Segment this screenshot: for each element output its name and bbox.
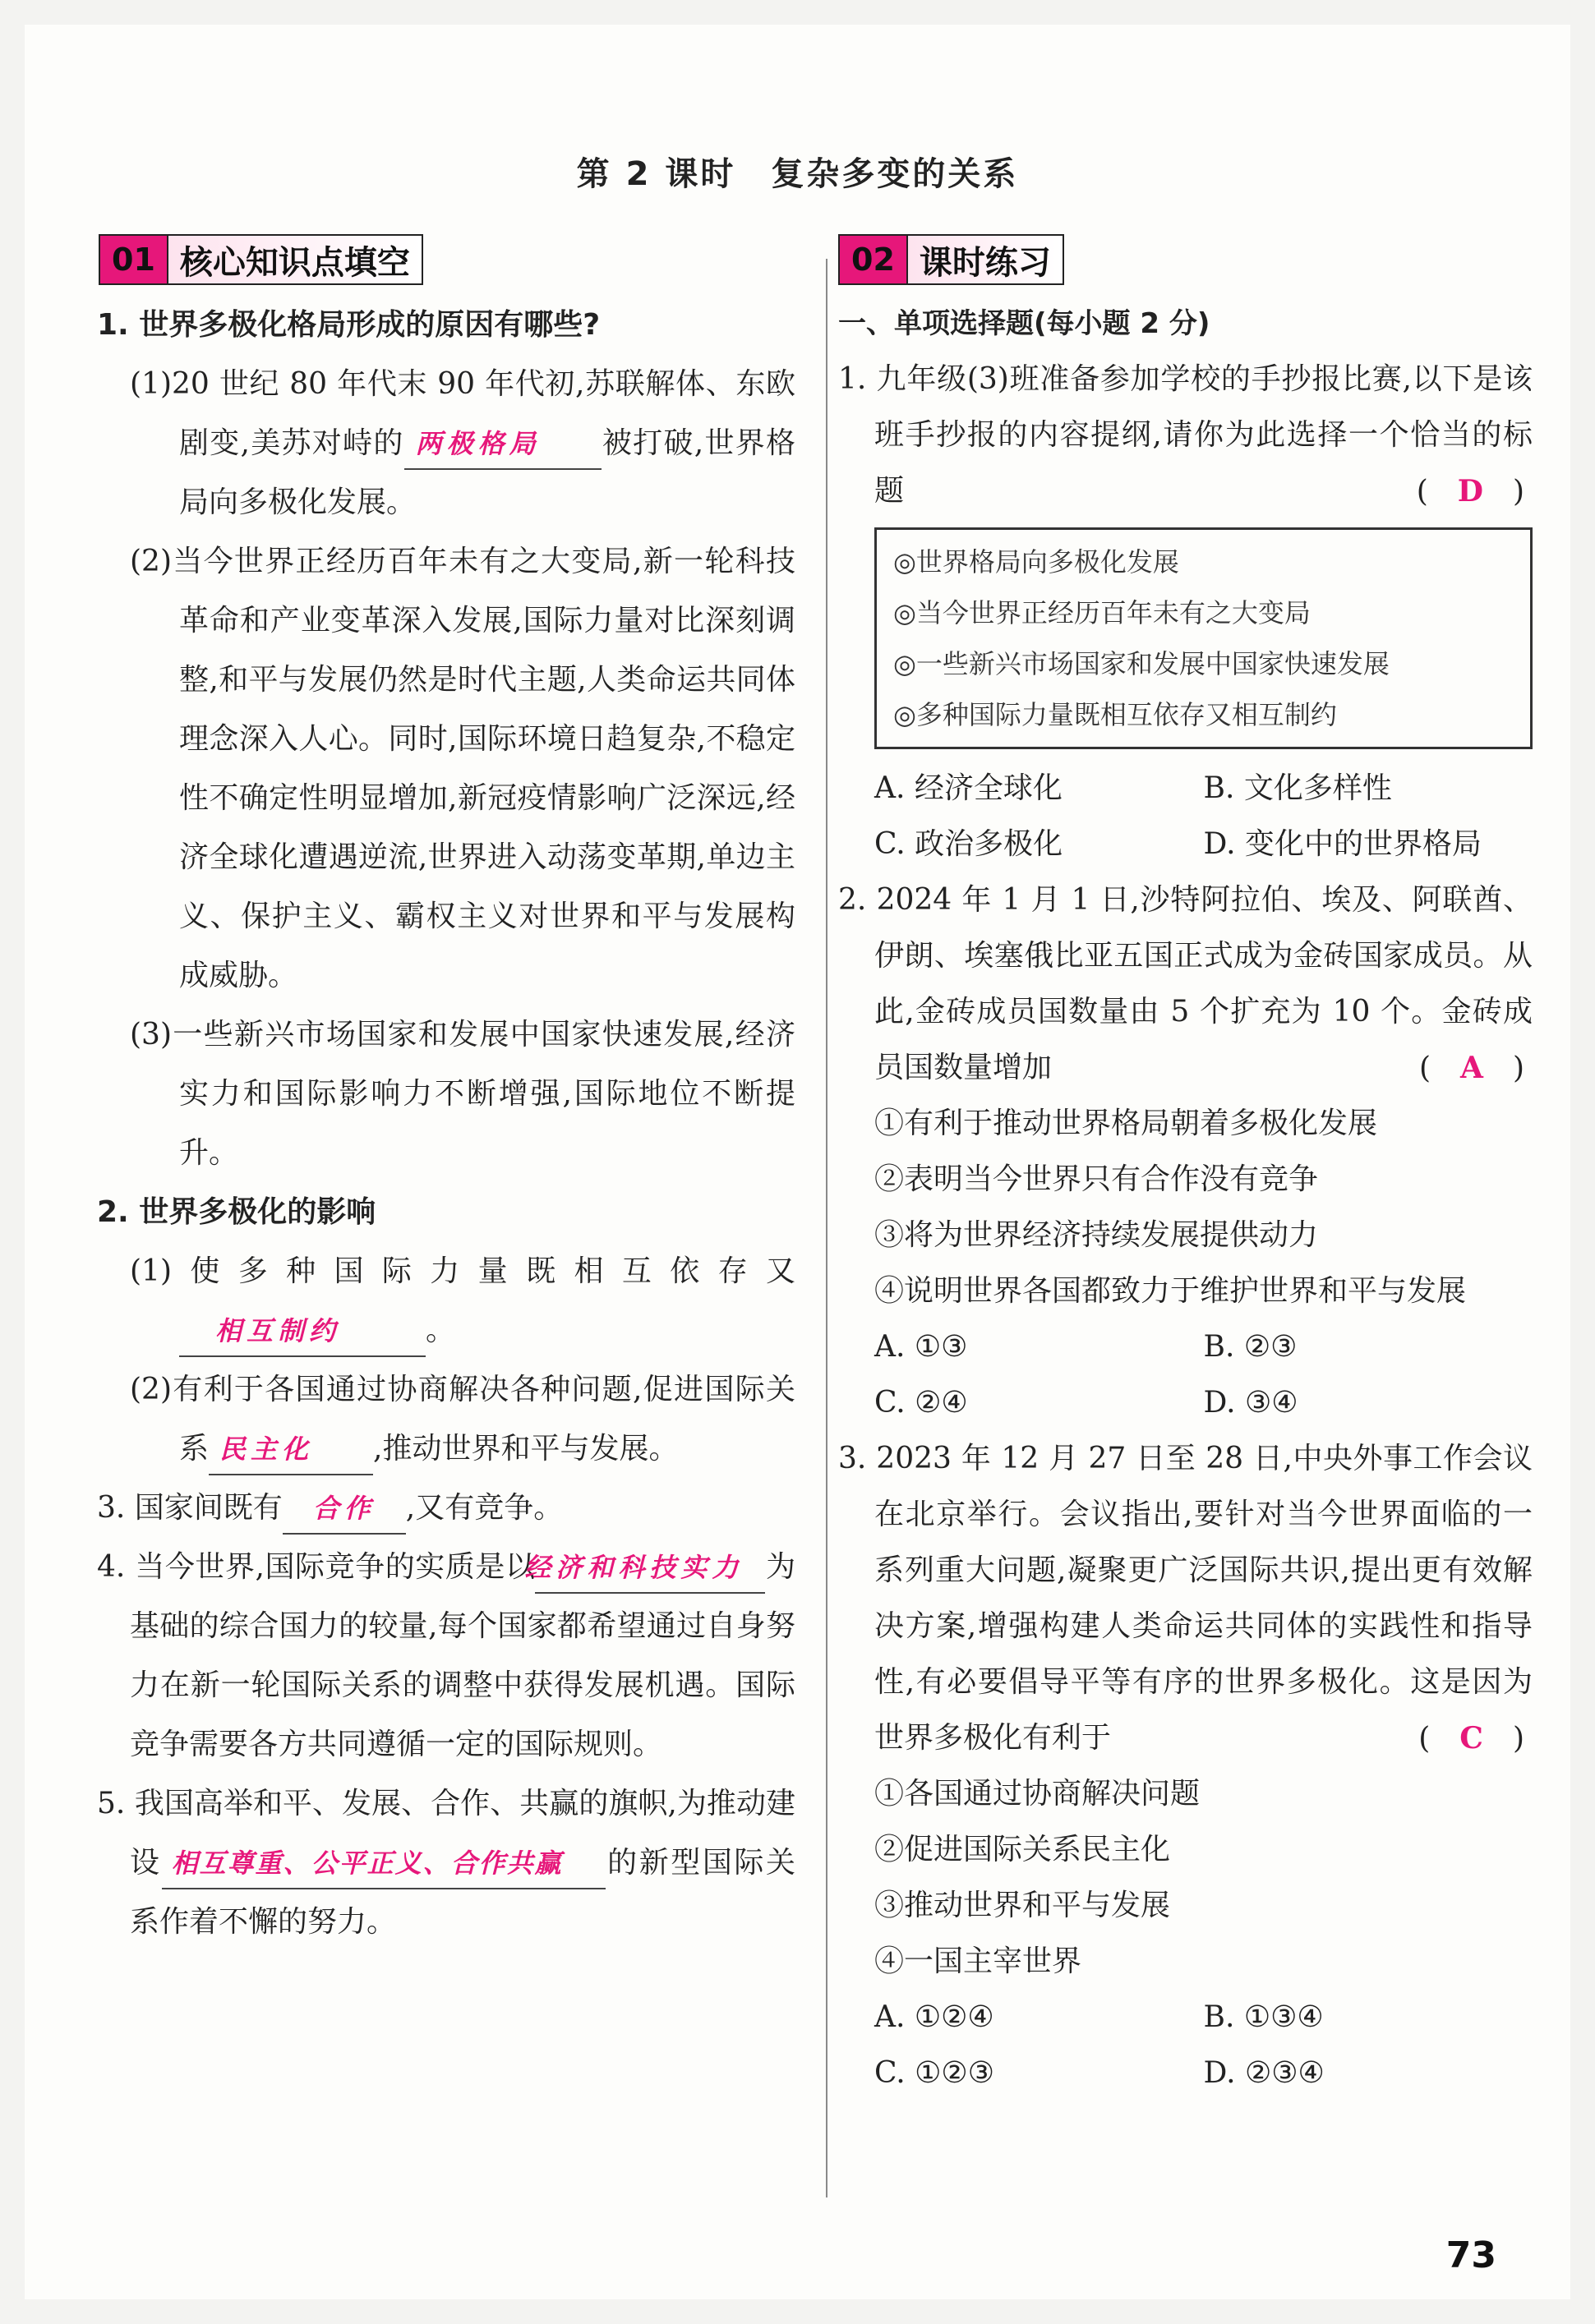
text: (2)有利于各国通过协商解决各种问题,促进国际关系 [130, 1373, 795, 1466]
choice-list [838, 1319, 1533, 1431]
statement-item: ③将为世界经济持续发展提供动力 [874, 1218, 1319, 1252]
answer-parens: ( C ) [1418, 1721, 1524, 1756]
choice-d[interactable]: D. 变化中的世界格局 [1203, 827, 1482, 861]
answer-parens: ( D ) [1416, 474, 1524, 509]
outline-item: ◎多种国际力量既相互依存又相互制约 [893, 699, 1337, 730]
answer-mark: D [1457, 474, 1483, 509]
statement-item: ②促进国际关系民主化 [874, 1833, 1171, 1866]
section-number: 01 [99, 234, 168, 285]
practice-question-2 [838, 872, 1533, 1431]
question-1-heading: 1. 世界多极化格局形成的原因有哪些? [97, 308, 601, 342]
section-header-practice [838, 234, 1064, 285]
text: 5. 我国高举和平、发展、合作、共赢的旗帜,为推动建设 [97, 1787, 795, 1880]
choice-b[interactable]: B. ②③ [1203, 1330, 1298, 1364]
section-header-core-knowledge [99, 234, 423, 285]
statement-item: ④一国主宰世界 [874, 1944, 1082, 1978]
text: 4. 当今世界,国际竞争的实质是以 [97, 1550, 536, 1584]
right-column [838, 296, 1533, 2101]
question-stem [838, 1431, 1533, 1766]
outline-item: ◎当今世界正经历百年未有之大变局 [893, 597, 1311, 628]
practice-question-3 [838, 1431, 1533, 2101]
question-4 [97, 1538, 795, 1774]
statement-item: ①各国通过协商解决问题 [874, 1777, 1201, 1811]
choice-a[interactable]: A. ①②④ [874, 2000, 994, 2034]
practice-question-1 [838, 352, 1533, 872]
question-2-part-1 [97, 1242, 795, 1360]
stem-text: 1. 九年级(3)班准备参加学校的手抄报比赛,以下是该班手抄报的内容提纲,请你为此选择一个恰当的标题 [838, 362, 1533, 508]
answer-parens: ( A ) [1418, 1051, 1524, 1085]
question-2-part-2 [97, 1360, 795, 1479]
answer-blank[interactable]: 经济和科技实力 [535, 1543, 765, 1594]
statement-item: ①有利于推动世界格局朝着多极化发展 [874, 1107, 1378, 1140]
choice-c[interactable]: C. ①②③ [874, 2056, 994, 2090]
question-1-part-2: (2)当今世界正经历百年未有之大变局,新一轮科技革命和产业变革深入发展,国际力量对比深刻调整,和平与发展仍然是时代主题,人类命运共同体理念深入人心。同时,国际环境日趋复杂,不稳定性不确定性明显增加,新冠疫情影响广泛深远,经济全球化遭遇逆流,世界进入动荡变革期,单边主义、保护主义、霸权主义对世界和平与发展构成威胁。 [130, 545, 795, 992]
question-stem [838, 352, 1533, 519]
statement-item: ③推动世界和平与发展 [874, 1889, 1171, 1922]
outline-box [874, 527, 1533, 749]
question-3 [97, 1479, 795, 1538]
text: ,又有竞争。 [405, 1491, 564, 1525]
part-heading: 一、单项选择题(每小题 2 分) [838, 307, 1210, 340]
choice-list [838, 1990, 1533, 2101]
worksheet-page [25, 25, 1570, 2299]
answer-mark: A [1460, 1051, 1483, 1085]
text: 的新型国际关系作着不懈的努力。 [130, 1846, 795, 1939]
question-1-part-1 [97, 355, 795, 532]
section-label: 课时练习 [908, 234, 1064, 285]
choice-b[interactable]: B. 文化多样性 [1203, 771, 1392, 805]
page-title: 第 2 课时 复杂多变的关系 [576, 155, 1019, 193]
text: 3. 国家间既有 [97, 1491, 283, 1525]
page-number: 73 [1445, 2234, 1496, 2276]
question-5 [97, 1774, 795, 1952]
section-number: 02 [838, 234, 908, 285]
stem-text: 2. 2024 年 1 月 1 日,沙特阿拉伯、埃及、阿联酋、伊朗、埃塞俄比亚五国正式成为金砖国家成员。从此,金砖成员国数量由 5 个扩充为 10 个。金砖成员国数量增加 [838, 883, 1533, 1084]
choice-d[interactable]: D. ②③④ [1203, 2056, 1325, 2090]
question-1-part-3: (3)一些新兴市场国家和发展中国家快速发展,经济实力和国际影响力不断增强,国际地位不断提升。 [130, 1018, 795, 1170]
statement-list [838, 1096, 1533, 1319]
text: ,推动世界和平与发展。 [373, 1432, 679, 1466]
outline-item: ◎世界格局向多极化发展 [893, 546, 1179, 578]
choice-a[interactable]: A. ①③ [874, 1330, 968, 1364]
text: (1)使多种国际力量既相互依存又 [130, 1254, 795, 1288]
answer-blank[interactable]: 两极格局 [404, 419, 602, 470]
statement-list [838, 1766, 1533, 1990]
answer-blank[interactable]: 民主化 [209, 1424, 373, 1475]
left-column [97, 296, 795, 1952]
text: 为基础的综合国力的较量,每个国家都希望通过自身努力在新一轮国际关系的调整中获得发展机遇。国际竞争需要各方共同遵循一定的国际规则。 [130, 1550, 795, 1761]
stem-text: 3. 2023 年 12 月 27 日至 28 日,中央外事工作会议在北京举行。会议指出,要针对当今世界面临的一系列重大问题,凝聚更广泛国际共识,提出更有效解决方案,增强构建人类命运共同体的实践性和指导性,有必要倡导平等有序的世界多极化。这是因为世界多极化有利于 [838, 1442, 1533, 1755]
answer-mark: C [1459, 1721, 1483, 1756]
text: 被打破,世界格局向多极化发展。 [179, 426, 795, 519]
text: 。 [426, 1314, 456, 1347]
choice-d[interactable]: D. ③④ [1203, 1386, 1298, 1420]
section-label: 核心知识点填空 [168, 234, 423, 285]
choice-c[interactable]: C. ②④ [874, 1386, 968, 1420]
answer-blank[interactable]: 合作 [283, 1484, 406, 1535]
statement-item: ②表明当今世界只有合作没有竞争 [874, 1162, 1319, 1196]
outline-item: ◎一些新兴市场国家和发展中国家快速发展 [893, 648, 1390, 679]
statement-item: ④说明世界各国都致力于维护世界和平与发展 [874, 1274, 1467, 1308]
column-divider [826, 259, 827, 2197]
text: (1)20 世纪 80 年代末 90 年代初,苏联解体、东欧剧变,美苏对峙的 [130, 367, 795, 460]
answer-blank[interactable]: 相互尊重、公平正义、合作共赢 [162, 1838, 606, 1889]
choice-list [838, 761, 1533, 872]
answer-blank[interactable]: 相互制约 [179, 1306, 426, 1357]
choice-c[interactable]: C. 政治多极化 [874, 827, 1063, 861]
choice-b[interactable]: B. ①③④ [1203, 2000, 1324, 2034]
question-2-heading: 2. 世界多极化的影响 [97, 1195, 376, 1229]
question-stem [838, 872, 1533, 1096]
choice-a[interactable]: A. 经济全球化 [874, 771, 1063, 805]
